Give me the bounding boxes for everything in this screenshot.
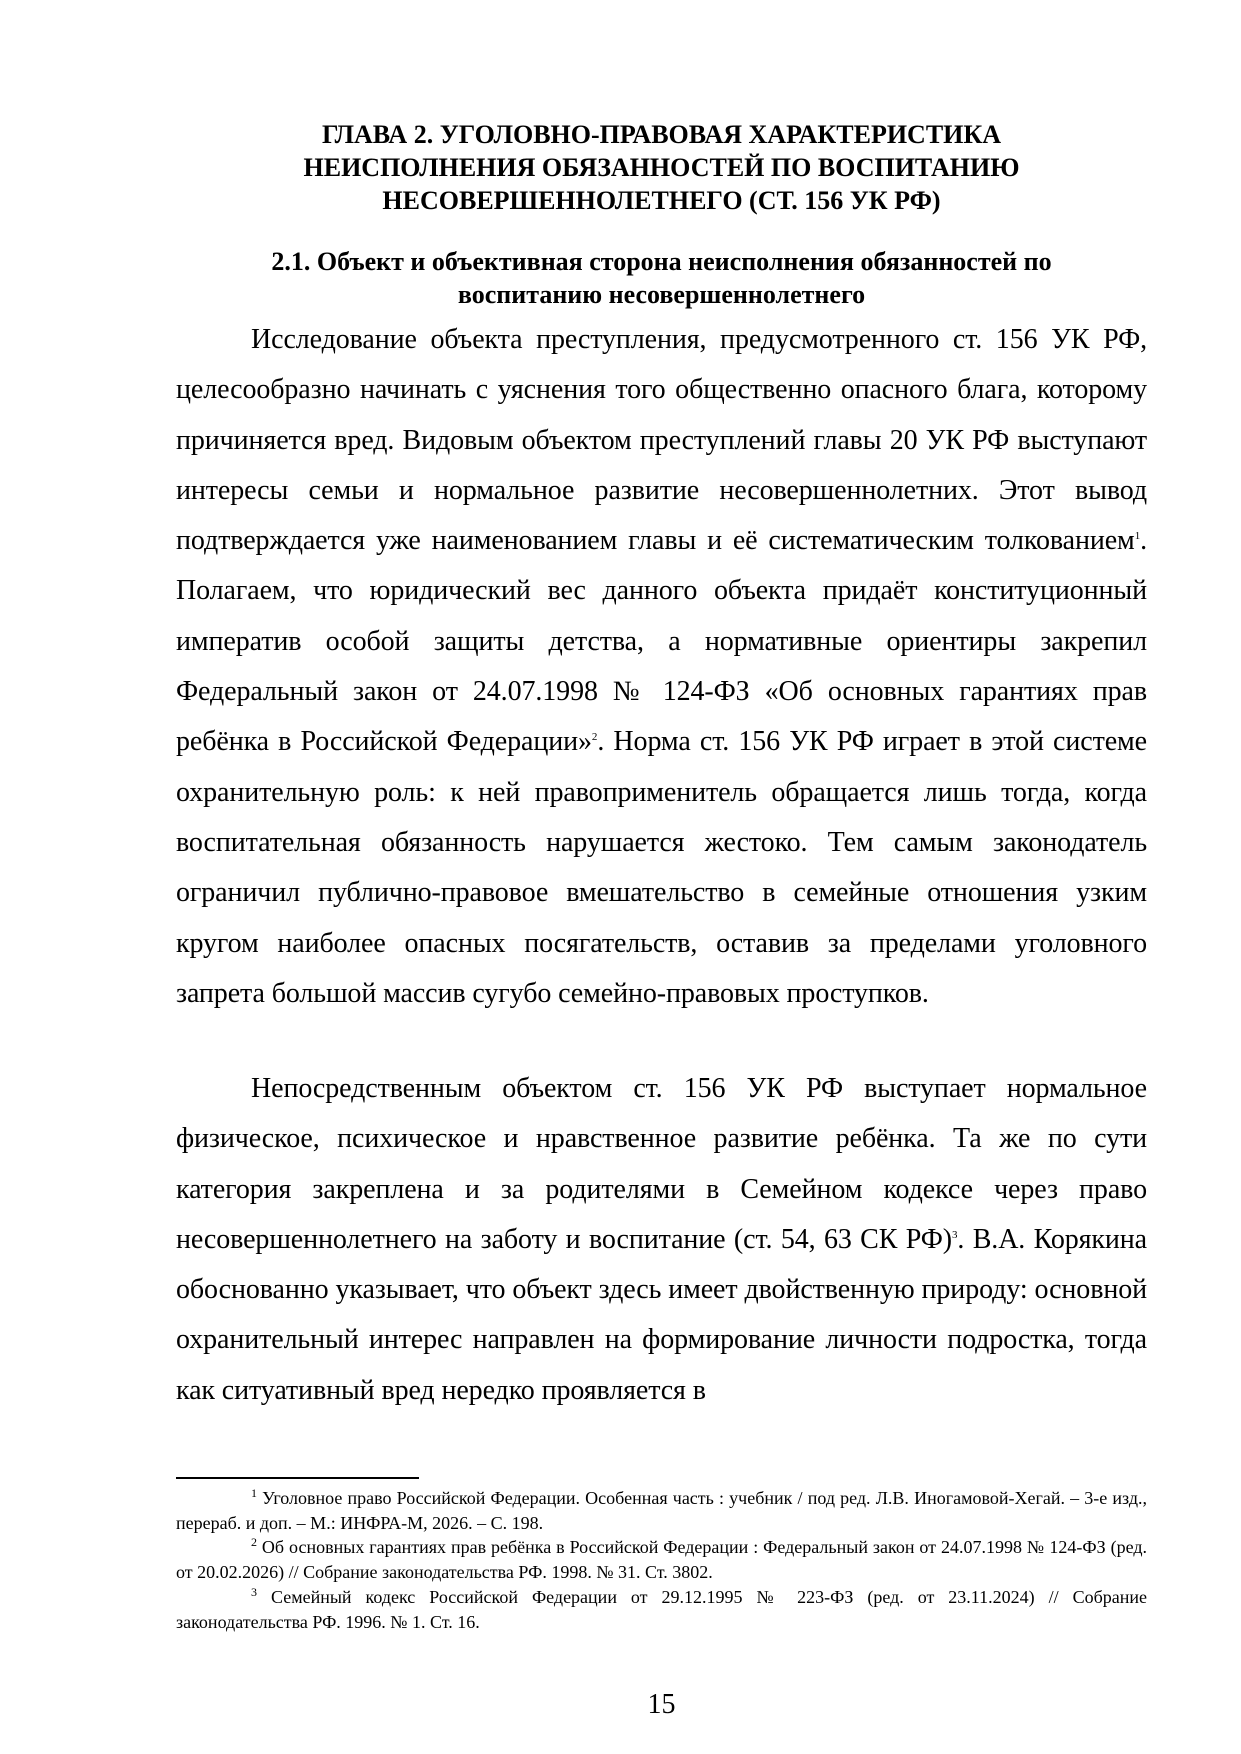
chapter-title bbox=[176, 118, 1147, 217]
paragraph-text: . Полагаем, что юридический вес данного объекта придаёт конституционный императив особой защиты детства, а нормативные ориентиры закрепил Федеральный закон от 24.07.1998 № 124-ФЗ «Об основных гарантиях прав ребёнка в Российской Федерации» bbox=[176, 525, 1147, 758]
footnote bbox=[176, 1535, 1147, 1584]
chapter-title-line: ГЛАВА 2. УГОЛОВНО-ПРАВОВАЯ ХАРАКТЕРИСТИКА bbox=[321, 120, 1002, 149]
section-title bbox=[176, 245, 1147, 311]
footnote-reference[interactable]: 2 bbox=[591, 731, 598, 744]
chapter-title-line: НЕИСПОЛНЕНИЯ ОБЯЗАННОСТЕЙ ПО ВОСПИТАНИЮ bbox=[303, 153, 1020, 182]
section-title-line: 2.1. Объект и объективная сторона неисполнения обязанностей по bbox=[271, 247, 1052, 276]
chapter-title-line: НЕСОВЕРШЕННОЛЕТНЕГО (СТ. 156 УК РФ) bbox=[382, 186, 941, 215]
footnote-number: 2 bbox=[251, 1535, 257, 1550]
footnote-number: 1 bbox=[251, 1486, 257, 1500]
page-number: 15 bbox=[647, 1689, 676, 1720]
body-paragraph bbox=[176, 315, 1147, 1019]
footnote-separator bbox=[176, 1477, 419, 1479]
paragraph-text: . В.А. Корякина обоснованно указывает, что объект здесь имеет двойственную природу: основной охранительный интерес направлен на формирование личности подростка, тогда как ситуативный вред нередко проявляется в bbox=[176, 1223, 1147, 1406]
footnote-text: Уголовное право Российской Федерации. Особенная часть : учебник / под ред. Л.В. Иногамовой-Хегай. – 3-е изд., перераб. и доп. – М.: ИНФРА-М, 2026. – С. 198. bbox=[176, 1488, 1147, 1533]
footnote-number: 3 bbox=[251, 1584, 257, 1599]
footnote bbox=[176, 1486, 1147, 1535]
footnote-text: Об основных гарантиях прав ребёнка в Российской Федерации : Федеральный закон от 24.07.1998 № 124-ФЗ (ред. от 20.02.2026) // Собрание законодательства РФ. 1998. № 31. Ст. 3802. bbox=[176, 1537, 1147, 1583]
paragraph-text: Непосредственным объектом ст. 156 УК РФ выступает нормальное физическое, психическое и нравственное развитие ребёнка. Та же по сути категория закреплена и за родителями в Семейном кодексе через право несовершеннолетнего на заботу и воспитание (ст. 54, 63 СК РФ) bbox=[176, 1073, 1147, 1255]
footnotes-list bbox=[176, 1486, 1147, 1634]
footnote-reference[interactable]: 3 bbox=[951, 1228, 958, 1241]
paragraph-text: . Норма ст. 156 УК РФ играет в этой системе охранительную роль: к ней правоприменитель обращается лишь тогда, когда воспитательная обязанность нарушается жестоко. Тем самым законодатель ограничил публично-правовое вмешательство в семейные отношения узким кругом наиболее опасных посягательств, оставив за пределами уголовного запрета большой массив сугубо семейно-правовых проступков. bbox=[176, 726, 1147, 1009]
footnote bbox=[176, 1585, 1147, 1634]
paragraph-text: Исследование объекта преступления, предусмотренного ст. 156 УК РФ, целесообразно начинать с уяснения того общественно опасного блага, которому причиняется вред. Видовым объектом преступлений главы 20 УК РФ выступают интересы семьи и нормальное развитие несовершеннолетних. Этот вывод подтверждается уже наименованием главы и её систематическим толкованием bbox=[176, 324, 1147, 557]
body-paragraph bbox=[176, 1064, 1147, 1416]
section-title-line: воспитанию несовершеннолетнего bbox=[457, 280, 866, 309]
footnote-text: Семейный кодекс Российской Федерации от 29.12.1995 № 223-ФЗ (ред. от 23.11.2024) // Собрание законодательства РФ. 1996. № 1. Ст. 16. bbox=[176, 1586, 1147, 1632]
footnote-reference[interactable]: 1 bbox=[1134, 530, 1141, 543]
